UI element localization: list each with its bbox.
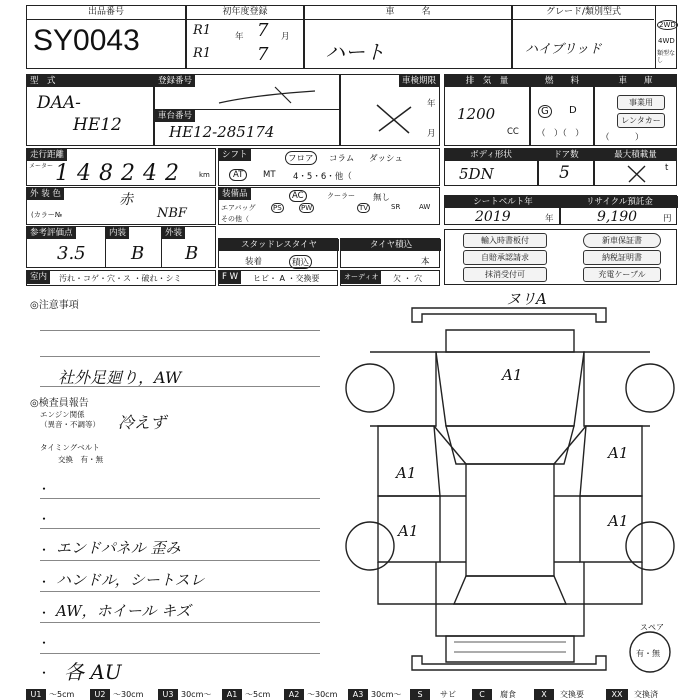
tire-loaded-unit: 本 (421, 257, 430, 267)
color-code-label: (カラー№ (31, 211, 63, 219)
doc-tax-certificate: 納税証明書 (583, 250, 661, 265)
legend-text-a3: 30cm～ (371, 690, 402, 699)
equipment-none: 無し (373, 193, 391, 203)
drive-4wd: 4WD (658, 37, 675, 45)
diagram-top-label: ヌリA (506, 290, 547, 308)
legend-code-xx: XX (606, 689, 628, 700)
lot-number-box (26, 5, 186, 69)
exterior-color-value: 赤 (119, 192, 133, 208)
score-label: 参考評価点 (27, 227, 76, 239)
legend-code-s: S (410, 689, 430, 700)
mark-hood: A1 (502, 366, 523, 384)
first-registration-box (186, 5, 304, 69)
caution-text: 社外足廻り，AW (58, 368, 182, 387)
max-load-cross (625, 163, 649, 185)
chassis-number-value: HE12-285174 (169, 123, 275, 141)
bullet-7: 各 AU (64, 660, 122, 684)
audio-label: オーディオ (341, 271, 381, 284)
body-value: 5DN (459, 165, 494, 183)
exterior-color-box (26, 187, 216, 225)
legend-text-u2: ～30cm (113, 690, 144, 699)
equipment-pw: PW (301, 204, 313, 212)
mileage-label: 走行距離 (27, 149, 67, 161)
bullet-4: ハンドル，シートスレ (56, 571, 205, 589)
registration-chassis-box (154, 74, 340, 146)
equipment-label: 装備品 (219, 188, 251, 200)
usage-rental: レンタカー (617, 113, 665, 128)
mark-left-rear: A1 (398, 522, 419, 540)
registration-era-bottom: R1 (193, 46, 212, 61)
model-box (26, 74, 154, 146)
registration-era-top: R1 (193, 23, 212, 38)
legend-code-a3: A3 (348, 689, 368, 700)
mileage-value: 148242 (55, 161, 187, 186)
doc-deregistration: 抹消受付可 (463, 267, 547, 282)
spare-value: 有・無 (636, 649, 660, 658)
shift-column: コラム (329, 154, 355, 164)
caution-label: ◎注意事項 (30, 300, 79, 311)
interior-condition-items: 汚れ・コゲ・穴・ス ・破れ・シミ (59, 274, 182, 283)
mark-right-rear: A1 (608, 512, 629, 530)
legend-text-x: 交換要 (560, 690, 584, 699)
bullet-3: エンドパネル 歪み (56, 539, 181, 557)
inspection-cross-mark (371, 101, 415, 137)
shift-label: シフト (219, 149, 251, 161)
doc-liability-insurance: 自賠承認請求 (463, 250, 547, 265)
grade-label: グレード/類別型式 (513, 6, 654, 20)
cc-unit: CC (507, 127, 519, 137)
equipment-tv: TV (359, 204, 369, 212)
timing-belt-label: タイミングベルト (40, 443, 100, 452)
car-damage-diagram (330, 286, 690, 690)
equipment-airbag: エアバッグ (221, 204, 256, 212)
legend-text-xx: 交換済 (634, 690, 658, 699)
inspector-label: ◎検査員報告 (30, 398, 89, 409)
interior-condition-label: 室内 (27, 271, 50, 284)
legend-text-c: 腐食 (500, 690, 516, 699)
drive-column (655, 6, 678, 68)
legend-code-a1: A1 (222, 689, 242, 700)
equipment-other-label: その他（ (221, 215, 249, 223)
equipment-ac: AC (289, 190, 307, 202)
equipment-aw: AW (419, 203, 431, 211)
exterior-grade-value: B (185, 243, 199, 264)
bullet-5: AW，ホイール キズ (56, 602, 191, 620)
mileage-box (26, 148, 216, 186)
legend-code-x: X (534, 689, 554, 700)
body-label: ボディ形状 (445, 149, 537, 161)
equipment-sr: SR (391, 203, 401, 211)
legend-text-a2: ～30cm (307, 690, 338, 699)
fuel-d: D (569, 105, 577, 116)
legend-text-u3: 30cm～ (181, 690, 212, 699)
windshield-label: F W (219, 271, 241, 284)
tire-loaded-box (340, 238, 440, 268)
max-load-label: 最大積載量 (595, 149, 676, 161)
recycle-value: 9,190 (597, 209, 638, 225)
displacement-box (444, 74, 530, 146)
audio-items: 欠 ・ 穴 (393, 274, 423, 283)
displacement-value: 1200 (457, 105, 496, 123)
usage-label: 車 庫 (595, 75, 676, 87)
legend-code-u1: U1 (26, 689, 46, 700)
registration-number-scribble (215, 85, 325, 107)
shift-floor: フロア (285, 151, 317, 165)
shift-box (218, 148, 440, 186)
shift-dash: ダッシュ (369, 154, 403, 164)
mileage-sub: メーター (29, 163, 54, 170)
inspection-month-unit: 月 (427, 129, 436, 139)
recycle-box (560, 195, 677, 225)
equipment-box (218, 187, 440, 225)
car-name-value: ハート (325, 40, 385, 64)
grade-box (512, 5, 677, 69)
recycle-unit: 円 (663, 214, 672, 224)
doors-box (538, 148, 594, 186)
drive-2wd: 2WD (659, 21, 676, 29)
documents-box (444, 229, 677, 285)
equipment-ps: PS (273, 204, 282, 212)
fuel-g: G (538, 105, 552, 118)
registration-label: 初年度登録 (187, 6, 303, 20)
score-box (26, 226, 216, 268)
model-label: 型 式 (27, 75, 155, 87)
inspection-label: 車検期限 (399, 75, 439, 87)
car-name-box (304, 5, 512, 69)
score-value: 3.5 (57, 243, 86, 264)
doc-charging-cable: 充電ケーブル (583, 267, 661, 282)
legend-code-u3: U3 (158, 689, 178, 700)
lot-label: 出品番号 (27, 6, 185, 20)
model-value-1: DAA- (37, 93, 81, 113)
body-box (444, 148, 538, 186)
registration-year: 7 (257, 20, 269, 41)
doors-label: ドア数 (539, 149, 593, 161)
interior-grade-value: B (131, 243, 145, 264)
doc-new-car-warranty: 新車保証書 (583, 233, 661, 248)
studless-loaded: 積込 (289, 255, 312, 269)
windshield-items: ヒビ・ A ・交換要 (253, 274, 320, 283)
engine-label: エンジン関係 （異音・不調等） (40, 410, 100, 429)
legend-code-a2: A2 (284, 689, 304, 700)
exterior-grade-label: 外装 (162, 227, 185, 239)
seatbelt-unit: 年 (545, 214, 554, 224)
car-name-label: 車 名 (305, 6, 511, 20)
windshield-box (218, 270, 338, 286)
legend-code-c: C (472, 689, 492, 700)
recycle-label: リサイクル預託金 (561, 196, 678, 208)
lot-number: SY0043 (33, 24, 140, 57)
studless-mounted: 装着 (245, 257, 263, 267)
grade-value: ハイブリッド (525, 42, 602, 57)
inspection-box (340, 74, 440, 146)
usage-box: 車 庫 事業用 レンタカー （ ） (594, 74, 677, 146)
audio-box (340, 270, 440, 286)
usage-business: 事業用 (617, 95, 665, 110)
interior-condition-box (26, 270, 216, 286)
mark-left-front: A1 (396, 464, 417, 482)
month-unit: 月 (281, 32, 290, 42)
fuel-box: 燃 料 G D （ ）（ ） (530, 74, 594, 146)
legend-code-u2: U2 (90, 689, 110, 700)
model-value-2: HE12 (73, 115, 122, 135)
color-code-value: NBF (157, 206, 187, 221)
doors-value: 5 (559, 163, 570, 183)
interior-grade-label: 内装 (106, 227, 129, 239)
seatbelt-box (444, 195, 560, 225)
inspection-year-unit: 年 (427, 99, 436, 109)
shift-mt: MT (263, 170, 276, 180)
damage-legend (26, 689, 677, 700)
max-load-box (594, 148, 677, 186)
max-load-unit: t (665, 163, 669, 173)
type-none: 類型なし (657, 50, 676, 64)
registration-month: 7 (257, 44, 269, 65)
exterior-color-label: 外 装 色 (27, 188, 64, 200)
mileage-unit: km (199, 171, 210, 179)
year-unit: 年 (235, 32, 244, 42)
displacement-label: 排 気 量 (445, 75, 529, 87)
chassis-number-label: 車台番号 (155, 110, 195, 122)
shift-gears: 4・5・6・他（ (293, 172, 352, 182)
studless-box (218, 238, 338, 268)
legend-text-a1: ～5cm (245, 690, 271, 699)
timing-belt-options: 交換 有・無 (58, 455, 103, 464)
seatbelt-value: 2019 (475, 209, 511, 225)
doc-import-plate: 輸入時書板付 (463, 233, 547, 248)
studless-label: スタッドレスタイヤ (219, 239, 339, 251)
fuel-label: 燃 料 (531, 75, 593, 87)
mark-right-front: A1 (608, 444, 629, 462)
engine-value: 冷えず (118, 413, 167, 432)
legend-text-s: サビ (440, 690, 456, 699)
legend-text-u1: ～5cm (49, 690, 75, 699)
spare-label: スペア (640, 623, 664, 632)
tire-loaded-label: タイヤ積込 (341, 239, 441, 251)
shift-at: AT (229, 169, 247, 181)
seatbelt-label: シートベルト年 (445, 196, 561, 208)
equipment-cooler: クーラー (327, 192, 355, 200)
registration-number-label: 登録番号 (155, 75, 195, 87)
